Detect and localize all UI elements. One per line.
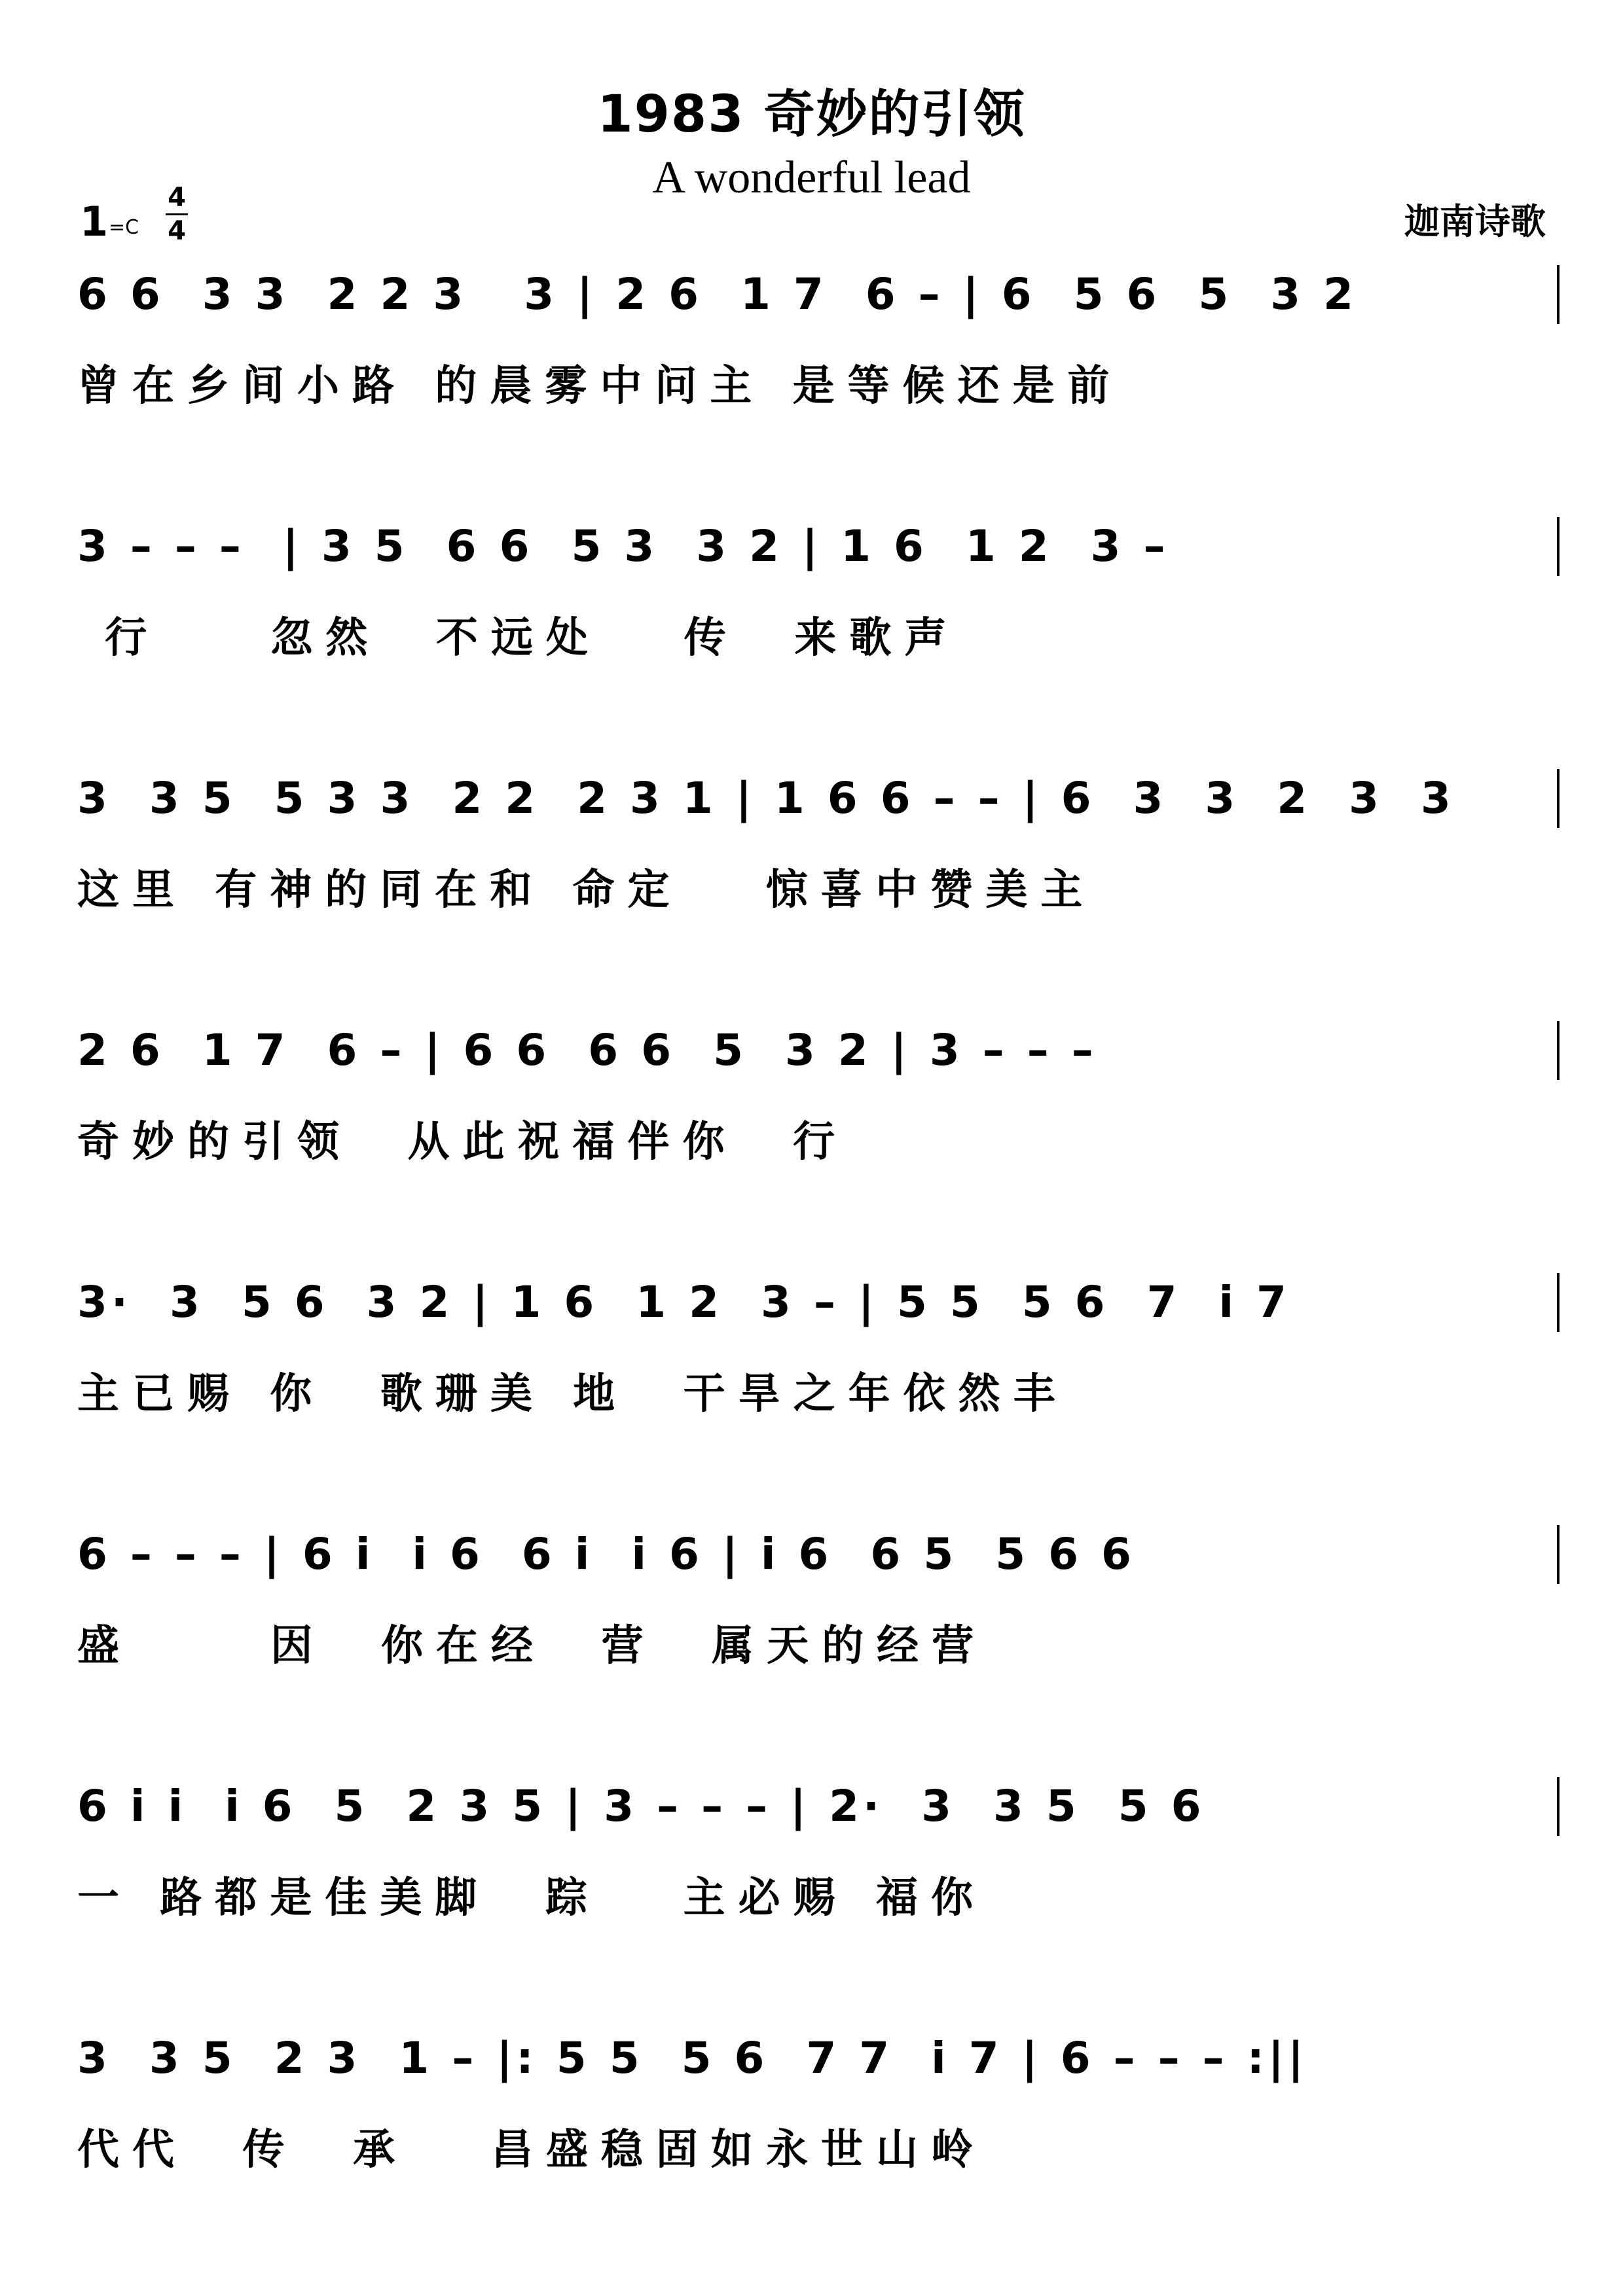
barline <box>1557 1273 1559 1332</box>
barline <box>1557 1021 1559 1080</box>
lyrics-line: 行 忽然 不远处 传 来歌声 <box>77 614 960 662</box>
song-title: 1983 奇妙的引领 <box>597 85 1026 144</box>
barline <box>1557 769 1559 828</box>
barline <box>1557 265 1559 324</box>
notation-line: 6 i i i 6 5 2 3 5 | 3 – – – | 2· 3 3 5 5 6 <box>77 1781 1205 1831</box>
notation-line: 3· 3 5 6 3 2 | 1 6 1 2 3 – | 5 5 5 6 7 i 7 <box>77 1277 1290 1327</box>
time-sig-top: 4 <box>168 183 186 213</box>
lyrics-line: 一 路都是佳美脚 踪 主必赐 福你 <box>77 1874 986 1922</box>
barline <box>1557 517 1559 576</box>
lyrics-line: 主已赐 你 歌珊美 地 干旱之年依然丰 <box>77 1370 1068 1418</box>
lyrics-line: 盛 因 你在经 营 属天的经营 <box>77 1622 987 1670</box>
lyrics-line: 曾在乡间小路 的晨雾中问主 是等候还是前 <box>77 362 1123 410</box>
notation-line: 6 – – – | 6 i i 6 6 i i 6 | i 6 6 5 5 6 6 <box>77 1529 1135 1579</box>
notation-line: 2 6 1 7 6 – | 6 6 6 6 5 3 2 | 3 – – – <box>77 1025 1097 1075</box>
barline <box>1557 1525 1559 1584</box>
notation-line: 3 3 5 2 3 1 – |: 5 5 5 6 7 7 i 7 | 6 – – – :|| <box>77 2033 1308 2083</box>
barline <box>1557 1777 1559 1836</box>
notation-line: 6 6 3 3 2 2 3 3 | 2 6 1 7 6 – | 6 5 6 5 3 2 <box>77 269 1358 319</box>
key-tonic: 1 <box>80 198 109 245</box>
time-signature <box>164 183 190 245</box>
lyrics-line: 奇妙的引领 从此祝福伴你 行 <box>77 1118 848 1166</box>
key-equals: =C <box>109 216 139 239</box>
notation-line: 3 – – – | 3 5 6 6 5 3 3 2 | 1 6 1 2 3 – <box>77 521 1169 571</box>
notation-line: 3 3 5 5 3 3 2 2 2 3 1 | 1 6 6 – – | 6 3 3 2 3 3 <box>77 773 1455 823</box>
song-subtitle: A wonderful lead <box>652 152 971 203</box>
lyrics-line: 这里 有神的同在和 命定 惊喜中赞美主 <box>77 866 1096 914</box>
lyrics-line: 代代 传 承 昌盛稳固如永世山岭 <box>77 2126 986 2174</box>
time-sig-bottom: 4 <box>168 216 186 246</box>
author-credit: 迦南诗歌 <box>1404 201 1546 242</box>
